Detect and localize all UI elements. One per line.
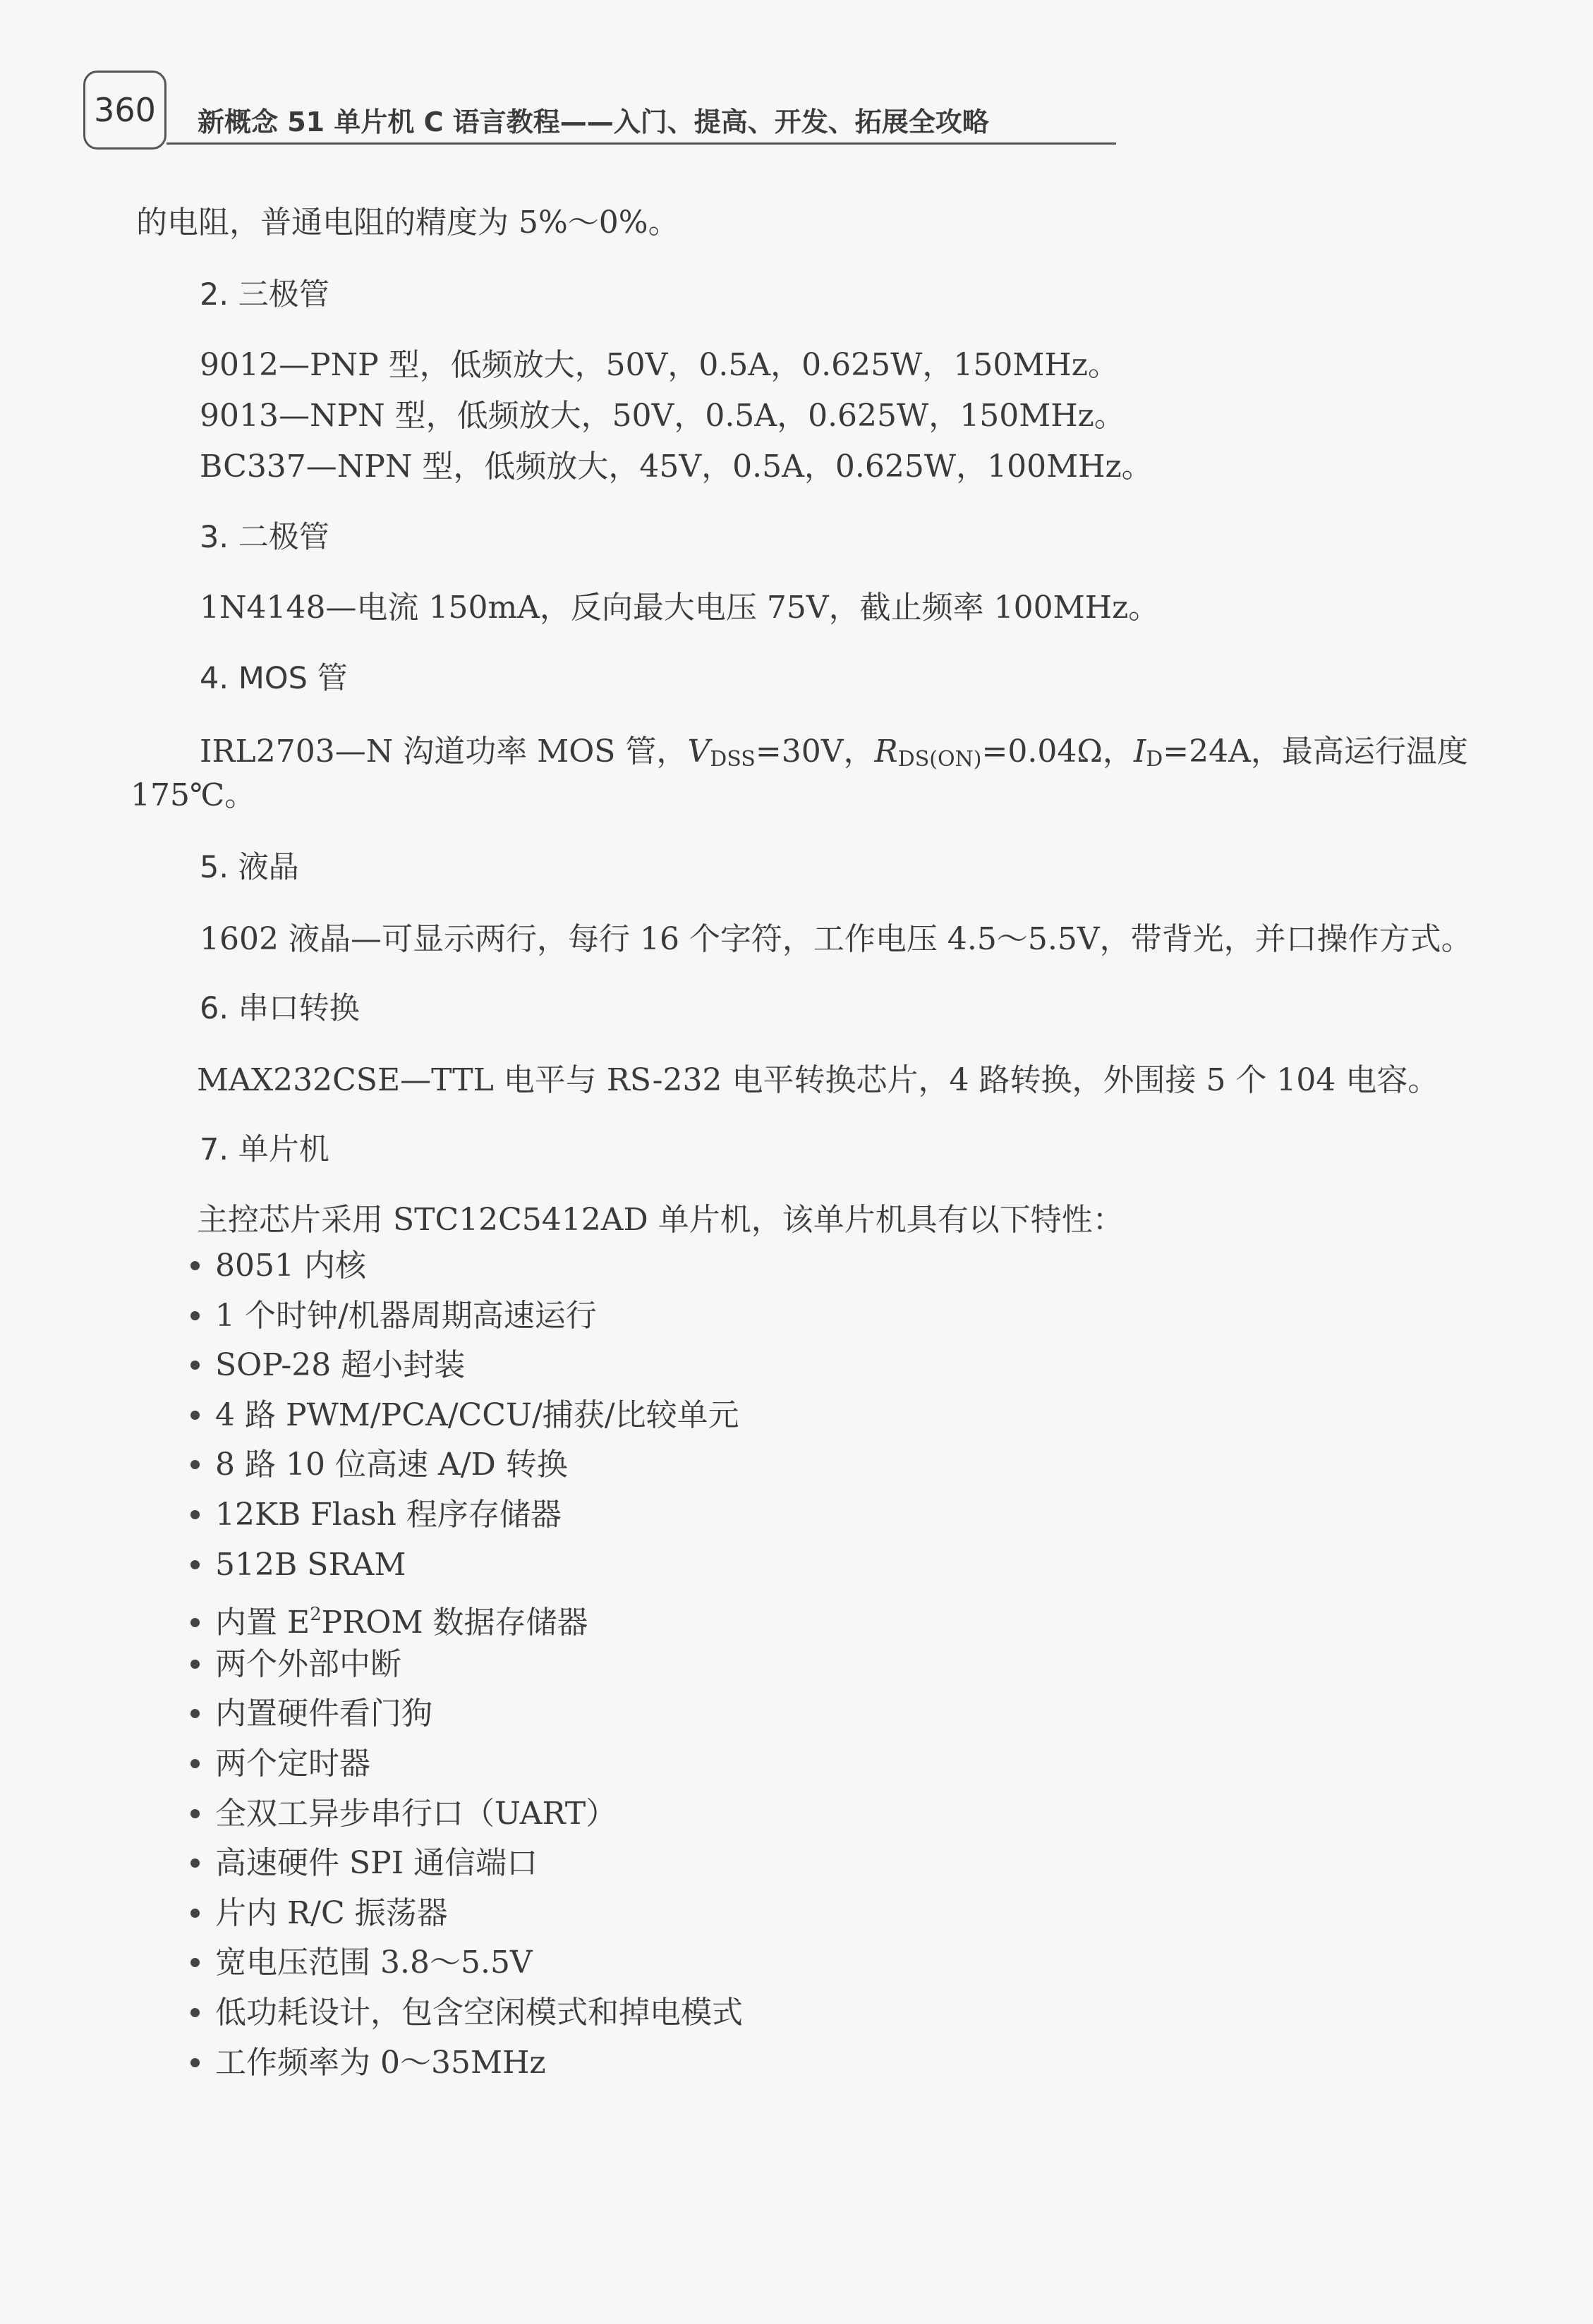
id-value: =24A，最高运行温度 [1163,734,1468,769]
bullet-icon [190,1909,200,1918]
list-item: 工作频率为 0～35MHz [190,2042,743,2092]
section-heading-lcd: 5. 液晶 [200,850,299,885]
bullet-icon [190,1809,200,1818]
rds-symbol: R [874,734,898,769]
section-heading-mos: 4. MOS 管 [200,661,348,696]
list-item: 4 路 PWM/PCA/CCU/捕获/比较单元 [190,1394,743,1444]
mos-line-1 [200,731,1468,781]
bullet-icon [190,1858,200,1868]
book-title: 新概念 51 单片机 C 语言教程——入门、提高、开发、拓展全攻略 [198,107,989,138]
lcd-line: 1602 液晶—可显示两行，每行 16 个字符，工作电压 4.5～5.5V，带背光，并口操作方式。 [200,921,1472,957]
list-item: 内置 $E^2PROM$ 数据存储器 [190,1593,743,1643]
section-heading-transistor: 2. 三极管 [200,277,329,312]
bullet-icon [190,1560,200,1569]
bullet-icon [190,1660,200,1669]
serial-line: MAX232CSE—TTL 电平与 RS-232 电平转换芯片，4 路转换，外围接 5 个 104 电容。 [197,1062,1439,1098]
bullet-icon [190,1460,200,1469]
list-item: 12KB Flash 程序存储器 [190,1494,743,1544]
bullet-icon [190,1261,200,1270]
id-symbol: I [1133,734,1146,769]
mos-line-2: 175℃。 [131,777,256,813]
intro-paragraph: 的电阻，普通电阻的精度为 5%～0%。 [136,205,679,241]
list-item: 1 个时钟/机器周期高速运行 [190,1295,743,1345]
section-heading-serial: 6. 串口转换 [200,991,360,1026]
page-number: 360 [83,71,166,150]
bullet-icon [190,1411,200,1420]
bullet-icon [190,1311,200,1320]
header-divider [166,142,1116,145]
list-item: 内置硬件看门狗 [190,1693,743,1743]
transistor-line-9012: 9012—PNP 型，低频放大，50V，0.5A，0.625W，150MHz。 [200,347,1119,383]
section-heading-diode: 3. 二极管 [200,520,329,555]
bullet-icon [190,2058,200,2067]
page-header [0,0,1593,162]
diode-line: 1N4148—电流 150mA，反向最大电压 75V，截止频率 100MHz。 [200,590,1160,626]
bullet-icon [190,1510,200,1519]
vdss-symbol: V [687,734,710,769]
list-item: 8051 内核 [190,1245,743,1295]
rds-value: =0.04Ω， [981,734,1134,769]
transistor-line-9013: 9013—NPN 型，低频放大，50V，0.5A，0.625W，150MHz。 [200,398,1125,434]
bullet-icon [190,1709,200,1718]
list-item: 8 路 10 位高速 A/D 转换 [190,1444,743,1494]
mcu-intro: 主控芯片采用 STC12C5412AD 单片机，该单片机具有以下特性： [197,1202,1124,1238]
bullet-icon [190,1958,200,1967]
vdss-subscript: DSS [710,747,756,772]
bullet-icon [190,1759,200,1768]
list-item: SOP-28 超小封装 [190,1344,743,1394]
vdss-value: =30V， [755,734,875,769]
list-item: 全双工异步串行口（UART） [190,1793,743,1843]
transistor-line-bc337: BC337—NPN 型，低频放大，45V，0.5A，0.625W，100MHz。 [200,449,1153,485]
bullet-icon [190,1618,200,1627]
list-item: 两个外部中断 [190,1643,743,1693]
list-item: 宽电压范围 3.8～5.5V [190,1942,743,1992]
bullet-icon [190,2008,200,2017]
rds-subscript: DS(ON) [897,747,982,772]
list-item: 片内 R/C 振荡器 [190,1892,743,1942]
list-item: 512B SRAM [190,1544,743,1594]
list-item: 高速硬件 SPI 通信端口 [190,1842,743,1892]
id-subscript: D [1146,747,1163,772]
mos-part: IRL2703—N 沟道功率 MOS 管， [200,734,688,769]
list-item: 低功耗设计，包含空闲模式和掉电模式 [190,1992,743,2042]
section-heading-mcu: 7. 单片机 [200,1132,329,1167]
bullet-icon [190,1361,200,1370]
mcu-feature-list [190,1245,743,2091]
list-item: 两个定时器 [190,1743,743,1793]
